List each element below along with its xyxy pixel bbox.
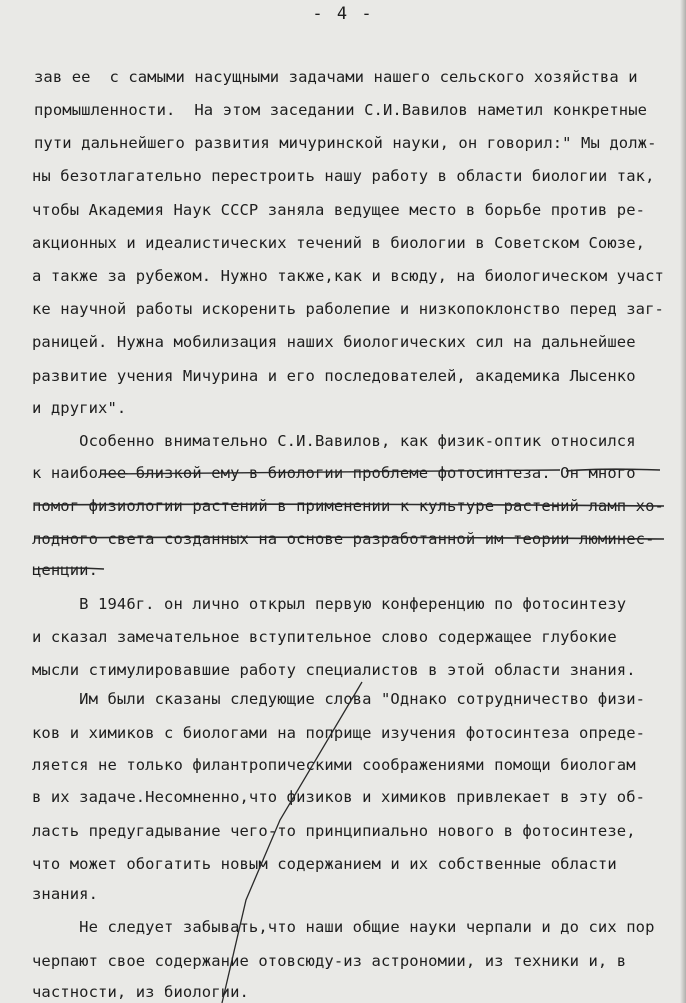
text-line-struck: ценции.	[32, 561, 99, 579]
text-line: в их задаче.Несомненно,что физиков и химиков привлекает в эту об-	[32, 788, 646, 806]
text-line: акционных и идеалистических течений в биологии в Советском Союзе,	[32, 234, 646, 252]
text-line: Особенно внимательно С.И.Вавилов, как физик-оптик относился	[32, 432, 636, 450]
text-line-struck: лодного света созданных на основе разработанной им теории люминес-	[32, 530, 655, 548]
text-line: и сказал замечательное вступительное слово содержащее глубокие	[32, 628, 617, 646]
text-line: раницей. Нужна мобилизация наших биологических сил на дальнейшее	[32, 333, 636, 351]
text-line: пути дальнейшего развития мичуринской науки, он говорил:" Мы долж-	[34, 134, 657, 152]
text-line: ны безотлагательно перестроить нашу работу в области биологии так,	[32, 167, 655, 185]
text-line: к наиболее близкой ему в биологии проблеме фотосинтеза. Он много	[32, 464, 636, 482]
text-line: Им были сказаны следующие слова "Однако сотрудничество физи-	[32, 690, 646, 708]
text-line: ков и химиков с биологами на поприще изучения фотосинтеза опреде-	[32, 724, 646, 742]
text-line: развитие учения Мичурина и его последователей, академика Лысенко	[32, 367, 636, 385]
text-line: что может обогатить новым содержанием и их собственные области	[32, 855, 617, 873]
text-line: знания.	[32, 885, 99, 903]
text-line-struck: помог физиологии растений в применении к культуре растений ламп хо-	[32, 497, 664, 515]
text-line: черпают свое содержание отовсюду-из астрономии, из техники и, в	[32, 952, 627, 970]
text-line: ке научной работы искоренить раболепие и низкопоклонство перед заг-	[32, 300, 664, 318]
text-line: Не следует забывать,что наши общие науки черпали и до сих пор	[32, 918, 655, 936]
text-line: ляется не только филантропическими соображениями помощи биологам	[32, 756, 636, 774]
text-line: ласть предугадывание чего-то принципиально нового в фотосинтезе,	[32, 822, 636, 840]
text-line: и других".	[32, 399, 127, 417]
text-line: частности, из биологии.	[32, 983, 249, 1001]
text-line: В 1946г. он лично открыл первую конференцию по фотосинтезу	[32, 595, 627, 613]
page-edge-shadow	[680, 0, 686, 1003]
text-line: зав ее с самыми насущными задачами нашего сельского хозяйства и	[34, 68, 638, 86]
page-number: - 4 -	[312, 4, 374, 24]
text-line: а также за рубежом. Нужно также,как и всюду, на биологическом участ	[32, 267, 664, 285]
text-line: промышленности. На этом заседании С.И.Вавилов наметил конкретные	[34, 101, 648, 119]
text-line: мысли стимулировавшие работу специалистов в этой области знания.	[32, 661, 636, 679]
text-line: чтобы Академия Наук СССР заняла ведущее место в борьбе против ре-	[32, 201, 646, 219]
